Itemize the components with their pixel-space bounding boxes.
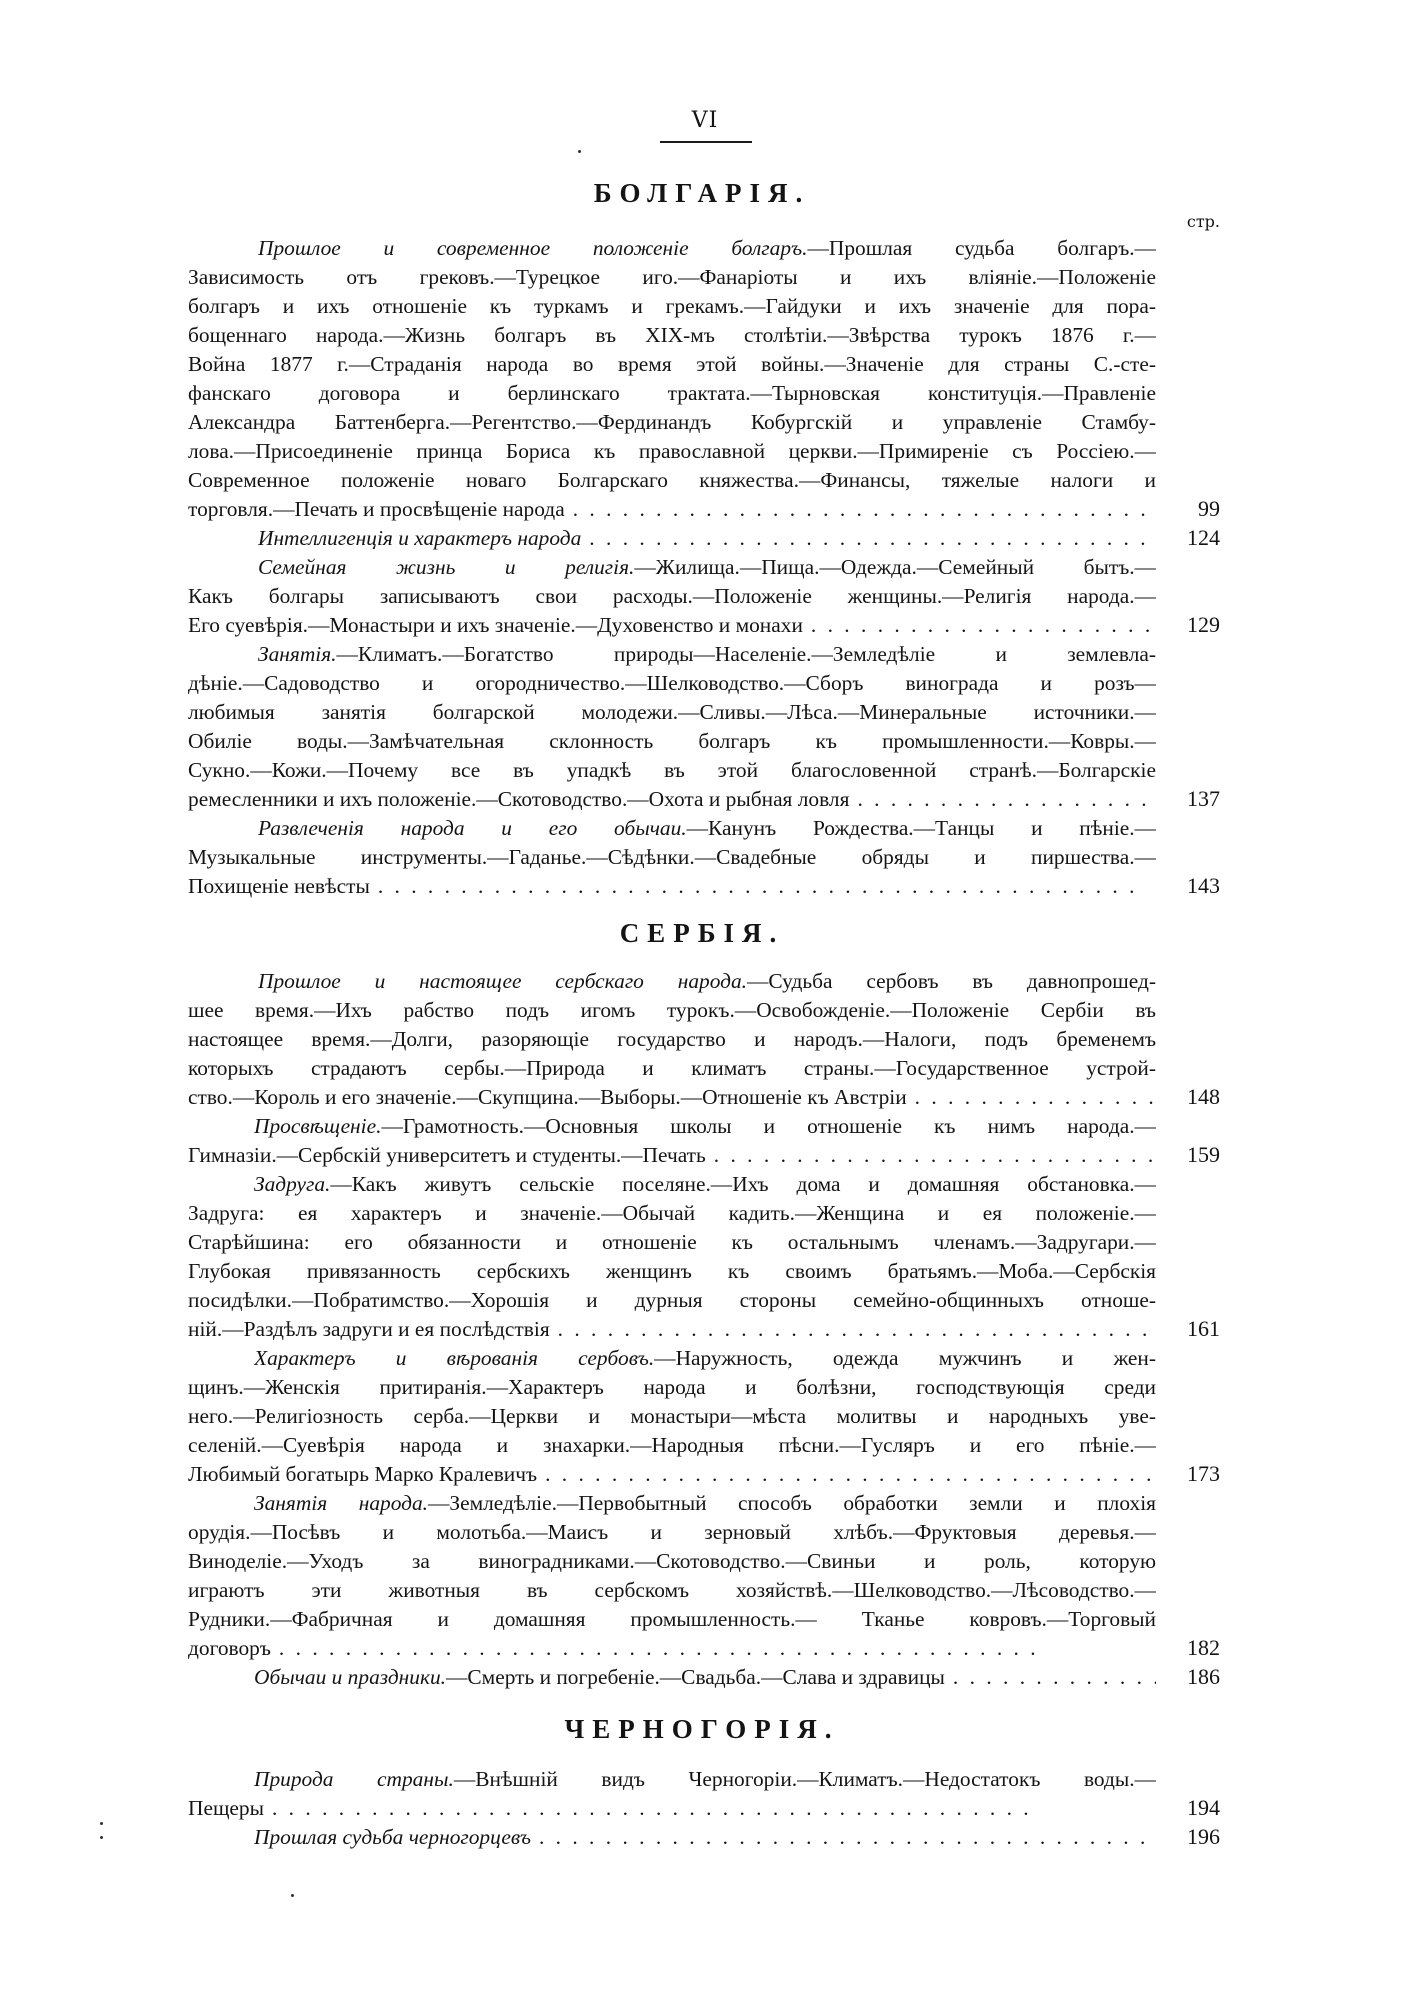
toc-line: [254, 1822, 1156, 1852]
toc-line: Александра Баттенберга.—Регентство.—Фердинандъ Кобургскій и управленіе Стамбу-: [188, 410, 1156, 434]
leader-dots: [581, 523, 1156, 553]
toc-line: Прошлое и современное положеніе болгаръ.—Прошлая судьба болгаръ.—: [258, 236, 1156, 260]
page-ref: 159: [1187, 1142, 1220, 1167]
page-ref: 148: [1187, 1084, 1220, 1109]
entry-title: Развлеченія народа и его обычаи.: [258, 816, 687, 840]
toc-line: играютъ эти животныя въ сербскомъ хозяйствѣ.—Шелководство.—Лѣсоводство.—: [188, 1578, 1156, 1602]
toc-line: Глубокая привязанность сербскихъ женщинъ къ своимъ братьямъ.—Моба.—Сербскія: [188, 1259, 1156, 1283]
entry-title: Прошлое и настоящее сербскаго народа.: [258, 969, 748, 993]
page-ref: 143: [1187, 873, 1220, 898]
leader-dots: [849, 784, 1156, 814]
print-speck: [578, 150, 581, 153]
toc-line: Старѣйшина: его обязанности и отношеніе къ остальнымъ членамъ.—Задругари.—: [188, 1230, 1156, 1254]
toc-line: любимыя занятія болгарской молодежи.—Сливы.—Лѣса.—Минеральные источники.—: [188, 700, 1156, 724]
toc-line: настоящее время.—Долги, разоряющіе государство и народъ.—Налоги, подъ бременемъ: [188, 1027, 1156, 1051]
toc-line: Его суевѣрія.—Монастыри и ихъ значеніе.—Духовенство и монахи . . .: [188, 610, 1156, 640]
leader-dots: [907, 1082, 1156, 1112]
toc-line: дѣніе.—Садоводство и огородничество.—Шелководство.—Сборъ винограда и розъ—: [188, 671, 1156, 695]
toc-line: Задруга: ея характеръ и значеніе.—Обычай кадить.—Женщина и ея положеніе.—: [188, 1201, 1156, 1225]
entry-title: Просвѣщеніе.: [254, 1114, 382, 1138]
entry-title: Прошлое и современное положеніе болгаръ.: [258, 236, 808, 260]
toc-line: Рудники.—Фабричная и домашняя промышленность.— Тканье ковровъ.—Торговый: [188, 1607, 1156, 1631]
leader-dots: [271, 1633, 1156, 1663]
toc-line: Похищеніе невѣсты . . .: [188, 871, 1156, 901]
page-ref: 129: [1187, 612, 1220, 637]
page-ref: 99: [1198, 496, 1220, 521]
toc-line: ній.—Раздѣлъ задруги и ея послѣдствія . . .: [188, 1314, 1156, 1344]
entry-title: Прошлая судьба черногорцевъ: [254, 1825, 531, 1849]
toc-line: Занятія.—Климатъ.—Богатство природы—Населеніе.—Земледѣліе и землевла-: [258, 642, 1156, 666]
page-ref: 124: [1187, 525, 1220, 550]
section-title-serbia: СЕРБІЯ.: [619, 918, 785, 948]
leader-dots: [550, 1314, 1156, 1344]
leader-dots: [706, 1140, 1156, 1170]
toc-line: Характеръ и вѣрованія сербовъ.—Наружность, одежда мужчинъ и жен-: [254, 1346, 1156, 1370]
page-ref: 173: [1187, 1461, 1220, 1486]
leader-dots: [803, 610, 1156, 640]
page-ref: 182: [1187, 1635, 1220, 1660]
toc-line: Обиліе воды.—Замѣчательная склонность болгаръ къ промышленности.—Ковры.—: [188, 729, 1156, 753]
toc-line: Какъ болгары записываютъ свои расходы.—Положеніе женщины.—Религія народа.—: [188, 584, 1156, 608]
toc-line: Обычаи и праздники.—Смерть и погребеніе.—Свадьба.—Слава и здравицы . . .: [254, 1662, 1156, 1692]
toc-line: лова.—Присоединеніе принца Бориса къ православной церкви.—Примиреніе съ Россіею.—: [188, 439, 1156, 463]
toc-line: Музыкальные инструменты.—Гаданье.—Сѣдѣнки.—Свадебные обряды и пиршества.—: [188, 845, 1156, 869]
entry-title: Природа страны.: [254, 1767, 454, 1791]
page-column-label: стр.: [1186, 212, 1220, 231]
page-ref: 194: [1187, 1795, 1220, 1820]
leader-dots: [945, 1662, 1156, 1692]
toc-line: Занятія народа.—Земледѣліе.—Первобытный способъ обработки земли и плохія: [254, 1491, 1156, 1515]
page-number: VI: [691, 108, 719, 133]
section-title-bulgaria: БОЛГАРІЯ.: [593, 178, 811, 208]
toc-line: посидѣлки.—Побратимство.—Хорошія и дурныя стороны семейно-общинныхъ отноше-: [188, 1288, 1156, 1312]
toc-line: Современное положеніе новаго Болгарскаго княжества.—Финансы, тяжелые налоги и: [188, 468, 1156, 492]
page-ref: 186: [1187, 1664, 1220, 1689]
toc-line: Гимназіи.—Сербскій университетъ и студенты.—Печать . . .: [188, 1140, 1156, 1170]
toc-line: Семейная жизнь и религія.—Жилища.—Пища.—Одежда.—Семейный бытъ.—: [258, 555, 1156, 579]
entry-title: Занятія.: [258, 642, 337, 666]
toc-line: Зависимость отъ грековъ.—Турецкое иго.—Фанаріоты и ихъ вліяніе.—Положеніе: [188, 265, 1156, 289]
toc-line: Просвѣщеніе.—Грамотность.—Основныя школы и отношеніе къ нимъ народа.—: [254, 1114, 1156, 1138]
section-title-montenegro: ЧЕРНОГОРІЯ.: [564, 1714, 840, 1744]
leader-dots: [370, 871, 1156, 901]
toc-line: бощеннаго народа.—Жизнь болгаръ въ XIX-мъ столѣтіи.—Звѣрства турокъ 1876 г.—: [188, 323, 1156, 347]
page-number-rule: [660, 141, 752, 143]
entry-title: Обычаи и праздники.: [254, 1665, 447, 1689]
toc-line: Развлеченія народа и его обычаи.—Канунъ Рождества.—Танцы и пѣніе.—: [258, 816, 1156, 840]
page-ref: 161: [1187, 1316, 1220, 1341]
toc-line: ство.—Король и его значеніе.—Скупщина.—Выборы.—Отношеніе къ Австріи . . .: [188, 1082, 1156, 1112]
toc-line: орудія.—Посѣвъ и молотьба.—Маисъ и зерновый хлѣбъ.—Фруктовыя деревья.—: [188, 1520, 1156, 1544]
toc-line: Пещеры . . .: [188, 1793, 1156, 1823]
toc-line: щинъ.—Женскія притиранія.—Характеръ народа и болѣзни, господствующія среди: [188, 1375, 1156, 1399]
entry-title: Интеллигенція и характеръ народа: [258, 526, 582, 550]
print-speck: [100, 1822, 103, 1825]
toc-line: торговля.—Печать и просвѣщеніе народа . . .: [188, 494, 1156, 524]
page-ref: 196: [1187, 1824, 1220, 1849]
leader-dots: [565, 494, 1156, 524]
page-ref: 137: [1187, 786, 1220, 811]
toc-line: Прошлое и настоящее сербскаго народа.—Судьба сербовъ въ давнопрошед-: [258, 969, 1156, 993]
entry-title: Семейная жизнь и религія.: [258, 555, 635, 579]
toc-line: селеній.—Суевѣрія народа и знахарки.—Народныя пѣсни.—Гусляръ и его пѣніе.—: [188, 1433, 1156, 1457]
toc-line: договоръ . . .: [188, 1633, 1156, 1663]
toc-line: шее время.—Ихъ рабство подъ игомъ турокъ.—Освобожденіе.—Положеніе Сербіи въ: [188, 998, 1156, 1022]
entry-title: Задруга.: [254, 1172, 331, 1196]
entry-title: Характеръ и вѣрованія сербовъ.: [254, 1346, 655, 1370]
toc-line: Виноделіе.—Уходъ за виноградниками.—Скотоводство.—Свиньи и роль, которую: [188, 1549, 1156, 1573]
toc-line: [258, 523, 1156, 553]
toc-line: фанскаго договора и берлинскаго трактата.—Тырновская конституція.—Правленіе: [188, 381, 1156, 405]
entry-title: Занятія народа.: [254, 1491, 428, 1515]
print-speck: [291, 1894, 294, 1897]
print-speck: [100, 1836, 103, 1839]
toc-line: ремесленники и ихъ положеніе.—Скотоводство.—Охота и рыбная ловля . . .: [188, 784, 1156, 814]
toc-line: Сукно.—Кожи.—Почему все въ упадкѣ въ этой благословенной странѣ.—Болгарскіе: [188, 758, 1156, 782]
leader-dots: [537, 1459, 1156, 1489]
toc-line: Задруга.—Какъ живутъ сельскіе поселяне.—Ихъ дома и домашняя обстановка.—: [254, 1172, 1156, 1196]
leader-dots: [264, 1793, 1156, 1823]
toc-line: Любимый богатырь Марко Кралевичъ . . .: [188, 1459, 1156, 1489]
toc-line: болгаръ и ихъ отношеніе къ туркамъ и грекамъ.—Гайдуки и ихъ значеніе для пора-: [188, 294, 1156, 318]
toc-line: Природа страны.—Внѣшній видъ Черногоріи.—Климатъ.—Недостатокъ воды.—: [254, 1767, 1156, 1791]
leader-dots: [531, 1822, 1156, 1852]
toc-line: которыхъ страдаютъ сербы.—Природа и климатъ страны.—Государственное устрой-: [188, 1056, 1156, 1080]
toc-line: Война 1877 г.—Страданія народа во время этой войны.—Значеніе для страны С.-сте-: [188, 352, 1156, 376]
toc-line: него.—Религіозность серба.—Церкви и монастыри—мѣста молитвы и народныхъ уве-: [188, 1404, 1156, 1428]
